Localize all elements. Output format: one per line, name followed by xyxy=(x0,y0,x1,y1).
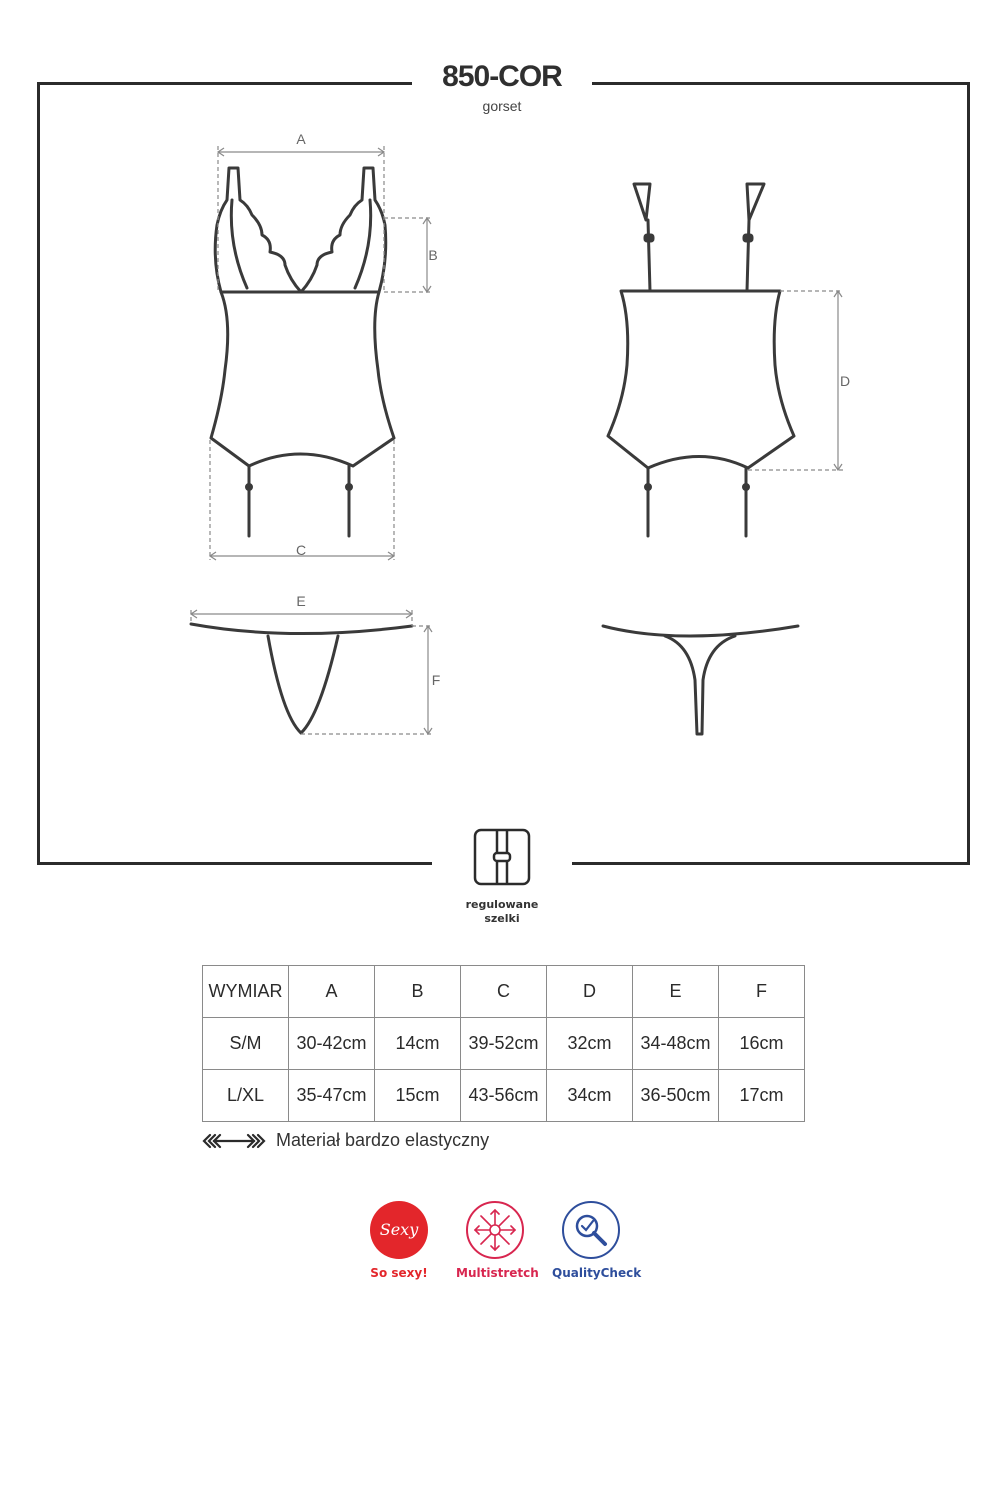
dim-label-d: D xyxy=(839,373,851,389)
value-cell: 34cm xyxy=(547,1070,633,1122)
value-cell: 14cm xyxy=(375,1018,461,1070)
header-cell: D xyxy=(547,966,633,1018)
header-cell: WYMIAR xyxy=(203,966,289,1018)
table-row xyxy=(203,1070,805,1122)
header-cell: C xyxy=(461,966,547,1018)
adjustable-strap-icon xyxy=(473,828,531,886)
dim-label-e: E xyxy=(296,593,306,609)
svg-text:Sexy: Sexy xyxy=(379,1220,419,1239)
size-table-header xyxy=(203,966,805,1018)
value-cell: 32cm xyxy=(547,1018,633,1070)
value-cell: 43-56cm xyxy=(461,1070,547,1122)
size-cell: L/XL xyxy=(203,1070,289,1122)
dim-label-c: C xyxy=(295,542,307,558)
value-cell: 36-50cm xyxy=(633,1070,719,1122)
badge-label-quality-check: QualityCheck xyxy=(552,1266,642,1280)
sexy-icon xyxy=(369,1200,429,1260)
material-note-text: Materiał bardzo elastyczny xyxy=(276,1130,490,1150)
badge-quality-check xyxy=(552,1200,642,1280)
header-cell: F xyxy=(719,966,805,1018)
badge-row xyxy=(360,1200,642,1280)
badge-sexy xyxy=(360,1200,438,1280)
size-table xyxy=(202,965,805,1122)
dim-label-b: B xyxy=(428,247,438,263)
size-cell: S/M xyxy=(203,1018,289,1070)
header-cell: E xyxy=(633,966,719,1018)
thong-back-drawing xyxy=(603,626,798,734)
badge-multistretch xyxy=(456,1200,539,1280)
value-cell: 16cm xyxy=(719,1018,805,1070)
header-cell: B xyxy=(375,966,461,1018)
quality-check-icon xyxy=(561,1200,621,1260)
value-cell: 34-48cm xyxy=(633,1018,719,1070)
product-type: gorset xyxy=(482,98,522,114)
table-row xyxy=(203,1018,805,1070)
dim-label-f: F xyxy=(431,672,441,688)
feature-label-line1: regulowane xyxy=(465,898,539,911)
value-cell: 15cm xyxy=(375,1070,461,1122)
value-cell: 39-52cm xyxy=(461,1018,547,1070)
value-cell: 30-42cm xyxy=(289,1018,375,1070)
feature-label-line2: szelki xyxy=(484,912,520,925)
material-note xyxy=(202,1130,489,1151)
badge-label-multistretch: Multistretch xyxy=(456,1266,539,1280)
multistretch-icon xyxy=(465,1200,525,1260)
corset-back-drawing xyxy=(608,184,794,536)
stretch-arrow-icon xyxy=(202,1132,266,1150)
corset-front-drawing xyxy=(211,168,394,536)
thong-front-drawing xyxy=(191,624,412,733)
product-code: 850-COR xyxy=(442,60,562,93)
feature-adjustable-straps xyxy=(452,828,552,926)
header-cell: A xyxy=(289,966,375,1018)
value-cell: 35-47cm xyxy=(289,1070,375,1122)
value-cell: 17cm xyxy=(719,1070,805,1122)
dim-label-a: A xyxy=(296,131,306,147)
badge-label-sexy: So sexy! xyxy=(370,1266,428,1280)
